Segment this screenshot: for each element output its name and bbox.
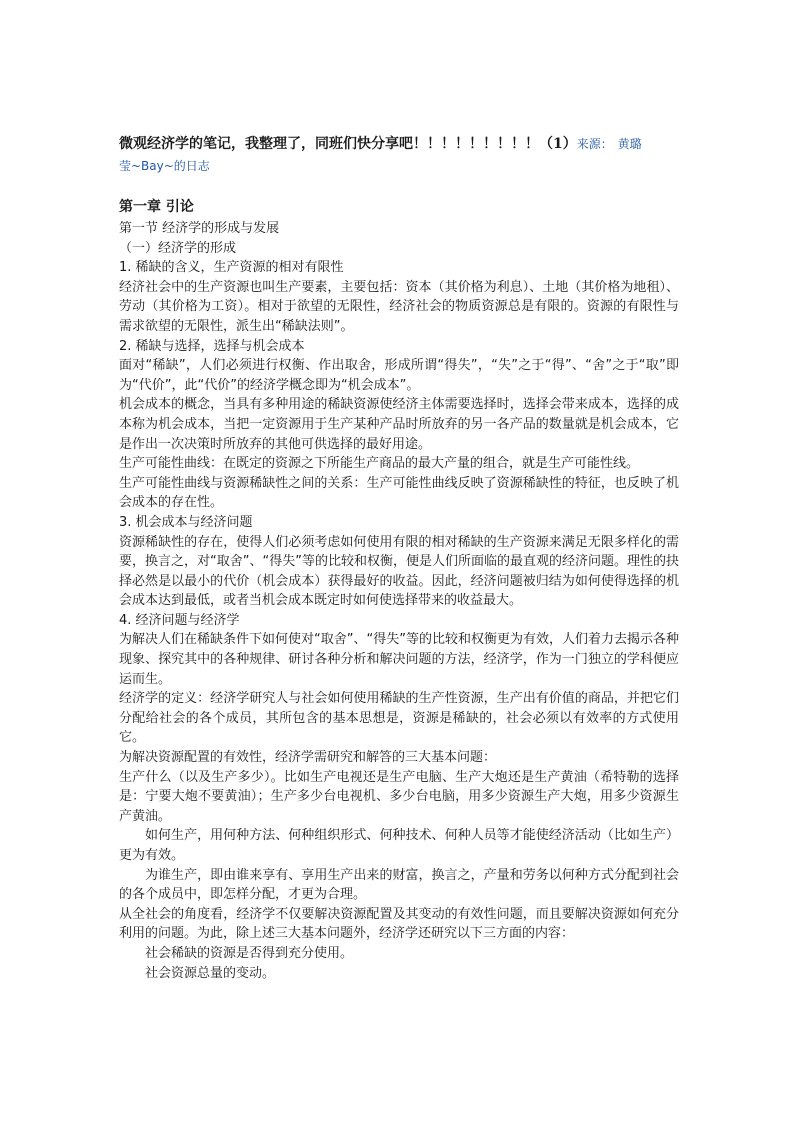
paragraph: 为解决资源配置的有效性，经济学需研究和解答的三大基本问题： — [119, 750, 497, 766]
section-heading: 第一节 经济学的形成与发展 — [119, 221, 280, 236]
paragraph: 社会资源总量的变动。 — [145, 965, 276, 981]
document-body — [119, 219, 679, 983]
subsection-heading: （一）经济学的形成 — [119, 240, 237, 256]
document-page — [119, 133, 679, 983]
paragraph: 经济社会中的生产资源也叫生产要素，主要包括：资本（其价格为利息）、土地（其价格为地租）、劳动（其价格为工资）。相对于欲望的无限性，经济社会的物质资源总是有限的。资源的有限性与需求欲望的无限性，派生出“稀缺法则”。 — [119, 279, 679, 334]
paragraph: 机会成本的概念，当具有多种用途的稀缺资源使经济主体需要选择时，选择会带来成本，选择的成本称为机会成本，当把一定资源用于生产某种产品时所放弃的另一各产品的数量就是机会成本，它是作出一次决策时所放弃的其他可供选择的最好用途。 — [119, 397, 679, 452]
paragraph: 从全社会的角度看，经济学不仅要解决资源配置及其变动的有效性问题，而且要解决资源如何充分利用的问题。为此，除上述三大基本问题外，经济学还研究以下三方面的内容： — [119, 906, 679, 942]
paragraph: 社会稀缺的资源是否得到充分使用。 — [145, 945, 354, 961]
point-heading: 3. 机会成本与经济问题 — [119, 514, 253, 530]
source-author-link[interactable]: 黄璐 — [617, 137, 642, 151]
point-heading: 2. 稀缺与选择，选择与机会成本 — [119, 338, 305, 354]
document-title-line — [119, 133, 679, 177]
chapter-heading: 第一章 引论 — [119, 199, 194, 215]
paragraph: 为谁生产，即由谁来享有、享用生产出来的财富，换言之，产量和劳务以何种方式分配到社会的各个成员中，即怎样分配，才更为合理。 — [119, 867, 679, 903]
source-blog-link[interactable]: 莹~Bay~的日志 — [119, 159, 210, 173]
paragraph: 如何生产，用何种方法、何种组织形式、何种技术、何种人员等才能使经济活动（比如生产）更为有效。 — [119, 828, 679, 863]
paragraph: 生产可能性曲线与资源稀缺性之间的关系：生产可能性曲线反映了资源稀缺性的特征，也反映了机会成本的存在性。 — [119, 475, 679, 511]
paragraph: 资源稀缺性的存在，使得人们必须考虑如何使用有限的相对稀缺的生产资源来满足无限多样化的需要，换言之，对“取舍”、“得失”等的比较和权衡，便是人们所面临的最直观的经济问题。理性的抉择必然是以最小的代价（机会成本）获得最好的收益。因此，经济问题被归结为如何使得选择的机会成本达到最低，或者当机会成本既定时如何使选择带来的收益最大。 — [119, 534, 679, 609]
point-heading: 1. 稀缺的含义，生产资源的相对有限性 — [119, 260, 344, 276]
paragraph: 为解决人们在稀缺条件下如何使对“取舍”、“得失”等的比较和权衡更为有效，人们着力去揭示各种现象、探究其中的各种规律、研讨各种分析和解决问题的方法，经济学，作为一门独立的学科便应运而生。 — [119, 632, 679, 687]
paragraph: 生产可能性曲线：在既定的资源之下所能生产商品的最大产量的组合，就是生产可能性线。 — [119, 456, 640, 472]
paragraph: 经济学的定义：经济学研究人与社会如何使用稀缺的生产性资源，生产出有价值的商品，并把它们分配给社会的各个成员，其所包含的基本思想是，资源是稀缺的，社会必须以有效率的方式使用它。 — [119, 691, 679, 746]
source-label: 来源： — [576, 137, 613, 151]
point-heading: 4. 经济问题与经济学 — [119, 612, 240, 628]
paragraph: 面对“稀缺”，人们必须进行权衡、作出取舍，形成所谓“得失”，“失”之于“得”、“舍”之于“取”即为“代价”，此“代价”的经济学概念即为“机会成本”。 — [119, 358, 679, 393]
paragraph: 生产什么（以及生产多少）。比如生产电视还是生产电脑、生产大炮还是生产黄油（希特勒的选择是：宁要大炮不要黄油）；生产多少台电视机、多少台电脑，用多少资源生产大炮，用多少资源生产黄油。 — [119, 769, 679, 824]
document-title: 微观经济学的笔记，我整理了，同班们快分享吧！！！！！！！！！（1） — [119, 136, 577, 152]
